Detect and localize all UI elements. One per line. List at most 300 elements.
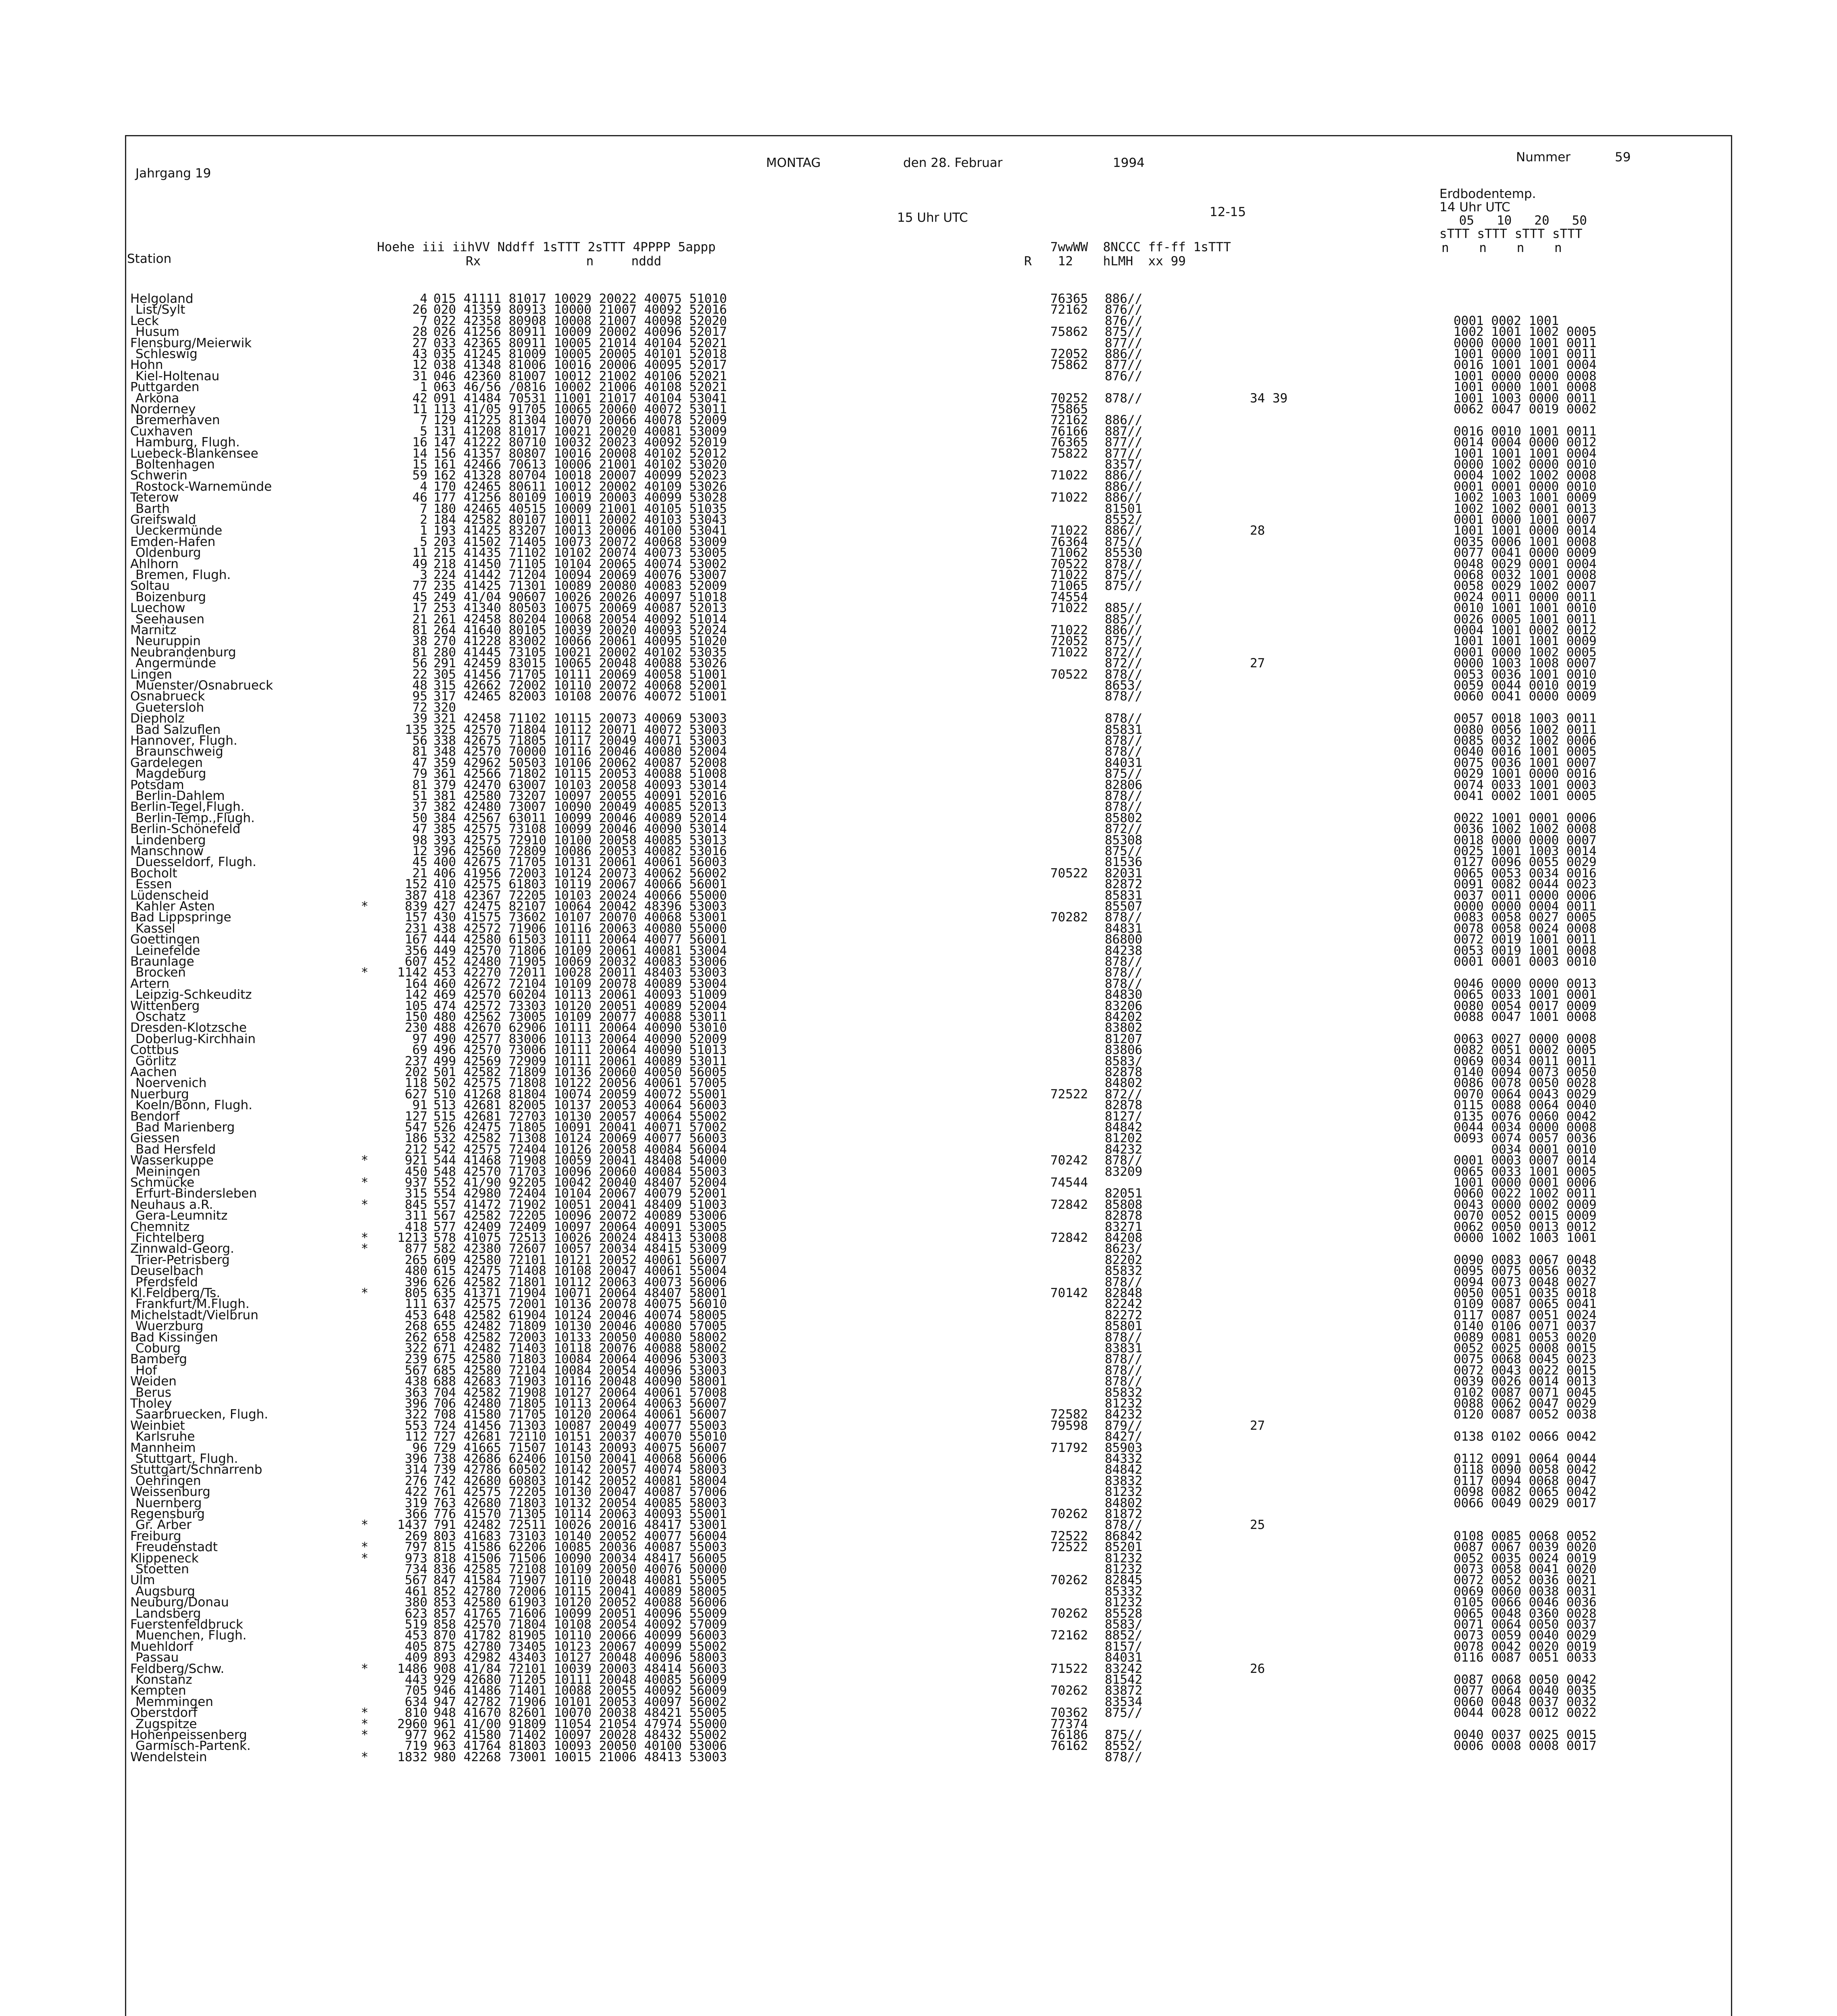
- cloud-group: 875//: [1105, 634, 1143, 649]
- soil-temps: 0077 0064 0040 0035: [1454, 1683, 1597, 1698]
- synop-groups: 548 42570 71703 10096 20060 40084 55003: [433, 1164, 727, 1179]
- cloud-group: 878//: [1105, 1275, 1143, 1289]
- cloud-group: 875//: [1105, 568, 1143, 582]
- soil-temps: 0001 0000 1002 0005: [1454, 645, 1597, 660]
- weather-group: 70142: [1050, 1286, 1088, 1300]
- weather-group: 72522: [1050, 1529, 1088, 1543]
- soil-temps: 0044 0034 0000 0008: [1454, 1120, 1597, 1135]
- station-name: Freudenstadt: [135, 1540, 218, 1555]
- soil-temps: 0060 0048 0037 0032: [1454, 1694, 1597, 1709]
- station-height: 50: [412, 810, 427, 825]
- synop-groups: 946 41486 71401 10088 20055 40092 56009: [433, 1683, 727, 1698]
- cloud-group: 82872: [1105, 877, 1143, 892]
- synop-groups: 502 42575 71808 10122 20056 40061 57005: [433, 1076, 727, 1091]
- synop-groups: 857 41765 71606 10099 20051 40096 55009: [433, 1606, 727, 1621]
- soil-temps: 0117 0087 0051 0024: [1454, 1308, 1597, 1322]
- cloud-group: 85808: [1105, 1197, 1143, 1212]
- soil-temps: 0041 0002 1001 0005: [1454, 789, 1597, 803]
- soil-temps: 0060 0041 0000 0009: [1454, 689, 1597, 704]
- soil-temps: 0088 0047 1001 0008: [1454, 1010, 1597, 1024]
- synop-groups: 249 41/04 90607 10026 20026 40097 51018: [433, 589, 727, 604]
- synop-groups: 818 41506 71506 10090 20034 48417 56005: [433, 1551, 727, 1566]
- cloud-group: 85801: [1105, 1319, 1143, 1334]
- soil-temps: 0090 0083 0067 0048: [1454, 1252, 1597, 1267]
- weather-group: 70362: [1050, 1706, 1088, 1720]
- station-height: 7: [420, 501, 427, 516]
- cloud-group: 85332: [1105, 1584, 1143, 1599]
- synop-groups: 929 42680 71205 10111 20048 40085 56009: [433, 1672, 727, 1687]
- cloud-group: 83242: [1105, 1661, 1143, 1676]
- station-height: 47: [412, 755, 427, 770]
- soil-temps: 0071 0064 0050 0037: [1454, 1617, 1597, 1632]
- soil-temps: 1001 0000 1001 0008: [1454, 380, 1597, 395]
- station-height: 977: [405, 1728, 427, 1742]
- cloud-group: 85831: [1105, 888, 1143, 903]
- station-height: 409: [405, 1650, 427, 1665]
- cloud-group: 8552/: [1105, 512, 1143, 527]
- station-name: Brocken: [135, 965, 186, 980]
- soil-temps: 0080 0056 1002 0011: [1454, 722, 1597, 737]
- soil-temps: 0062 0047 0019 0002: [1454, 402, 1597, 417]
- cloud-group: 875//: [1105, 766, 1143, 781]
- synop-groups: 582 42380 72607 10057 20034 48415 53009: [433, 1241, 727, 1256]
- station-name: Trier-Petrisberg: [135, 1252, 230, 1267]
- station-height: 31: [412, 369, 427, 383]
- station-name: Berlin-Schönefeld: [130, 822, 241, 837]
- soil-temps: 0046 0000 0000 0013: [1454, 976, 1597, 991]
- cloud-group: 85832: [1105, 1264, 1143, 1279]
- synop-groups: 361 42566 71802 10115 20053 40088 51008: [433, 766, 727, 781]
- soil-temps: 0127 0096 0055 0029: [1454, 855, 1597, 870]
- erdboden-depths: 05 10 20 50: [1452, 213, 1587, 228]
- station-name: Soltau: [130, 579, 170, 594]
- soil-temps: 0001 0001 0003 0010: [1454, 954, 1597, 969]
- synop-groups: 706 42480 71805 10113 20064 40063 56007: [433, 1396, 727, 1411]
- weather-group: 75865: [1050, 402, 1088, 417]
- station-name: Memmingen: [135, 1694, 213, 1709]
- cloud-group: 877//: [1105, 435, 1143, 450]
- synop-groups: 961 41/00 91809 11054 21054 47974 55000: [433, 1716, 727, 1731]
- soil-temps: 0034 0001 0010: [1454, 1142, 1597, 1157]
- station-name: Gardelegen: [130, 755, 203, 770]
- soil-temps: 0089 0081 0053 0020: [1454, 1330, 1597, 1345]
- synop-groups: 147 41222 80710 10032 20023 40092 52019: [433, 435, 727, 450]
- synop-groups: 184 42582 80107 10011 20002 40103 53043: [433, 512, 727, 527]
- station-height: 322: [405, 1341, 427, 1356]
- station-height: 634: [405, 1694, 427, 1709]
- cloud-group: 82806: [1105, 777, 1143, 792]
- soil-temps: 0109 0087 0065 0041: [1454, 1297, 1597, 1312]
- synop-groups: 063 46/56 /0816 10002 21006 40108 52021: [433, 380, 727, 395]
- cloud-group: 84830: [1105, 987, 1143, 1002]
- station-height: 396: [405, 1275, 427, 1289]
- cloud-group: 82878: [1105, 1208, 1143, 1223]
- station-name: Angermünde: [135, 656, 217, 671]
- col-groups: Hoehe iii iihVV Nddff 1sTTT 2sTTT 4PPPP 5appp: [377, 240, 716, 254]
- synop-groups: 325 42570 71804 10112 20071 40072 53003: [433, 722, 727, 737]
- synop-groups: 704 42582 71908 10127 20064 40061 57008: [433, 1385, 727, 1400]
- cloud-group: 85802: [1105, 810, 1143, 825]
- weather-group: 76365: [1050, 435, 1088, 450]
- station-height: 81: [412, 744, 427, 759]
- station-height: 47: [412, 822, 427, 837]
- table-row: [0, 404, 1837, 415]
- cloud-group: 878//: [1105, 744, 1143, 759]
- station-name: Muehldorf: [130, 1639, 194, 1654]
- weather-group: 76166: [1050, 424, 1088, 439]
- station-height: 2: [420, 512, 427, 527]
- station-height: 167: [405, 932, 427, 947]
- cloud-group: 83271: [1105, 1219, 1143, 1234]
- station-name: Giessen: [130, 1131, 180, 1146]
- station-height: 314: [405, 1462, 427, 1477]
- table-row: [0, 1652, 1837, 1663]
- soil-temps: 0016 0010 1001 0011: [1454, 424, 1597, 439]
- station-height: 450: [405, 1164, 427, 1179]
- synop-groups: 708 41580 71705 10120 20064 40061 56007: [433, 1407, 727, 1422]
- soil-temps: 0029 1001 0000 0016: [1454, 766, 1597, 781]
- soil-temps: 0108 0085 0068 0052: [1454, 1529, 1597, 1543]
- weather-group: 70262: [1050, 1507, 1088, 1521]
- synop-groups: 554 42980 72404 10104 20067 40079 52001: [433, 1186, 727, 1201]
- cloud-group: 8623/: [1105, 1241, 1143, 1256]
- cloud-group: 878//: [1105, 1330, 1143, 1345]
- soil-temps: 0140 0106 0071 0037: [1454, 1319, 1597, 1334]
- station-height: 734: [405, 1562, 427, 1577]
- cloud-group: 878//: [1105, 1363, 1143, 1378]
- station-name: Weiden: [130, 1374, 177, 1389]
- synop-groups: 870 41782 81905 10110 20066 40099 56003: [433, 1628, 727, 1643]
- cloud-group: 878//: [1105, 711, 1143, 726]
- weather-group: 76364: [1050, 534, 1088, 549]
- cloud-group: 8427/: [1105, 1429, 1143, 1444]
- soil-temps: 0120 0087 0052 0038: [1454, 1407, 1597, 1422]
- synop-groups: 858 42570 71804 10108 20054 40092 57009: [433, 1617, 727, 1632]
- table-row: [0, 1409, 1837, 1420]
- soil-temps: 0083 0058 0027 0005: [1454, 910, 1597, 925]
- station-name: Pferdsfeld: [135, 1275, 198, 1289]
- station-name: Weinbiet: [130, 1418, 185, 1433]
- station-name: Saarbruecken, Flugh.: [135, 1407, 269, 1422]
- station-name: Mannheim: [130, 1440, 196, 1455]
- soil-temps: 0062 0050 0013 0012: [1454, 1219, 1597, 1234]
- station-name: Stuttgart, Flugh.: [135, 1452, 238, 1466]
- synop-groups: 557 41472 71902 10051 20041 48409 51003: [433, 1197, 727, 1212]
- cloud-group: 86842: [1105, 1529, 1143, 1543]
- synop-groups: 609 42580 72101 10121 20052 40061 56007: [433, 1252, 727, 1267]
- station-height: 839: [405, 899, 427, 914]
- weather-group: 75822: [1050, 446, 1088, 461]
- weather-group: 70262: [1050, 1573, 1088, 1588]
- col-ww: 7wwWW 8NCCC ff-ff 1sTTT: [1050, 240, 1231, 254]
- cloud-group: 876//: [1105, 369, 1143, 383]
- station-name: Cottbus: [130, 1043, 179, 1058]
- station-name: Ulm: [130, 1573, 155, 1588]
- soil-temps: 1002 1002 0001 0013: [1454, 501, 1597, 516]
- station-name: Wuerzburg: [135, 1319, 204, 1334]
- synop-groups: 542 42575 72404 10126 20058 40084 56004: [433, 1142, 727, 1157]
- cloud-group: 878//: [1105, 391, 1143, 406]
- weekday: MONTAG: [766, 156, 821, 170]
- soil-temps: 0082 0051 0002 0005: [1454, 1043, 1597, 1058]
- soil-temps: 1001 1001 0000 0014: [1454, 523, 1597, 538]
- synop-groups: 501 42582 71809 10136 20060 40050 56005: [433, 1065, 727, 1079]
- station-height: 212: [405, 1142, 427, 1157]
- mountain-marker: *: [361, 1551, 369, 1566]
- station-name: Regensburg: [130, 1507, 205, 1521]
- cloud-group: 81232: [1105, 1485, 1143, 1500]
- synop-groups: 544 41468 71908 10059 20041 48408 54000: [433, 1153, 727, 1168]
- station-name: Bocholt: [130, 866, 177, 881]
- table-row: [0, 1012, 1837, 1023]
- cloud-group: 886//: [1105, 413, 1143, 428]
- station-height: 11: [412, 402, 427, 417]
- soil-temps: 0004 1001 0002 0012: [1454, 623, 1597, 637]
- soil-temps: 1001 1003 0000 0011: [1454, 391, 1597, 406]
- station-name: Neuburg/Donau: [130, 1595, 229, 1610]
- synop-groups: 453 42270 72011 10028 20011 48403 53003: [433, 965, 727, 980]
- station-name: Lüdenscheid: [130, 888, 209, 903]
- station-height: 3: [420, 568, 427, 582]
- station-height: 1142: [397, 965, 427, 980]
- cloud-group: 886//: [1105, 623, 1143, 637]
- station-height: 239: [405, 1352, 427, 1367]
- weather-group: 72162: [1050, 302, 1088, 317]
- synop-groups: 348 42570 70000 10116 20046 40080 52004: [433, 744, 727, 759]
- soil-temps: 0001 0001 0000 0010: [1454, 479, 1597, 494]
- mountain-marker: *: [361, 1153, 369, 1168]
- station-name: Dresden-Klotzsche: [130, 1020, 247, 1035]
- station-name: Boizenburg: [135, 589, 206, 604]
- weather-group: 71065: [1050, 579, 1088, 594]
- station-name: List/Sylt: [135, 302, 185, 317]
- cloud-group: 886//: [1105, 490, 1143, 505]
- station-height: 422: [405, 1485, 427, 1500]
- station-name: Michelstadt/Vielbrun: [130, 1308, 258, 1322]
- synop-groups: 742 42680 60803 10142 20052 40081 58004: [433, 1473, 727, 1488]
- station-name: Nuerburg: [130, 1087, 189, 1102]
- synop-groups: 162 41328 80704 10018 20007 40099 52023: [433, 468, 727, 483]
- cloud-group: 83872: [1105, 1683, 1143, 1698]
- station-name: Bremen, Flugh.: [135, 568, 231, 582]
- cloud-group: 85831: [1105, 722, 1143, 737]
- station-name: Kassel: [135, 921, 175, 936]
- synop-groups: 270 41228 83002 10066 20061 40095 51020: [433, 634, 727, 649]
- soil-temps: 1001 1001 1001 0009: [1454, 634, 1597, 649]
- synop-groups: 635 41371 71904 10071 20064 48407 58001: [433, 1286, 727, 1300]
- table-row: [0, 1431, 1837, 1442]
- cloud-group: 8357/: [1105, 457, 1143, 472]
- synop-groups: 224 41442 71204 10094 20069 40076 53007: [433, 568, 727, 582]
- station-name: Kempten: [130, 1683, 186, 1698]
- soil-temps: 0001 0003 0007 0014: [1454, 1153, 1597, 1168]
- weather-group: 72842: [1050, 1231, 1088, 1245]
- weather-group: 72162: [1050, 413, 1088, 428]
- cloud-group: 82031: [1105, 866, 1143, 881]
- table-row: [0, 1749, 1837, 1764]
- weather-group: 70282: [1050, 910, 1088, 925]
- weather-group: 70242: [1050, 1153, 1088, 1168]
- mountain-marker: *: [361, 1661, 369, 1676]
- cloud-group: 876//: [1105, 302, 1143, 317]
- weather-group: 79598: [1050, 1418, 1088, 1433]
- station-name: Schwerin: [130, 468, 187, 483]
- table-row: [0, 1495, 1837, 1510]
- station-height: 48: [412, 678, 427, 693]
- synop-groups: 847 41584 71907 10110 20048 40081 55005: [433, 1573, 727, 1588]
- soil-temps: 0057 0018 1003 0011: [1454, 711, 1597, 726]
- station-height: 43: [412, 347, 427, 361]
- station-name: Oberstdorf: [130, 1706, 198, 1720]
- erdboden-title: Erdbodentemp.: [1439, 187, 1536, 201]
- cloud-group: 81232: [1105, 1396, 1143, 1411]
- station-height: 607: [405, 954, 427, 969]
- station-height: 77: [412, 579, 427, 594]
- synop-groups: 359 42962 50503 10106 20062 40087 52008: [433, 755, 727, 770]
- soil-temps: 1001 0000 0000 0008: [1454, 369, 1597, 383]
- station-height: 396: [405, 1452, 427, 1466]
- soil-temps: 0025 1001 1003 0014: [1454, 844, 1597, 858]
- station-name: Kahler Asten: [135, 899, 215, 914]
- station-name: Seehausen: [135, 612, 204, 627]
- station-name: Aachen: [130, 1065, 177, 1079]
- weather-group: 70252: [1050, 391, 1088, 406]
- cloud-group: 83802: [1105, 1020, 1143, 1035]
- soil-temps: 0000 1003 1008 0007: [1454, 656, 1597, 671]
- weather-group: 70522: [1050, 866, 1088, 881]
- col-r: R: [1024, 254, 1032, 269]
- synop-groups: 469 42570 60204 10113 20061 40093 51009: [433, 987, 727, 1002]
- synop-groups: 962 41580 71402 10097 20028 48432 55002: [433, 1728, 727, 1742]
- cloud-group: 877//: [1105, 446, 1143, 461]
- synop-groups: 626 42582 71801 10112 20063 40073 56006: [433, 1275, 727, 1289]
- cloud-group: 879//: [1105, 1418, 1143, 1433]
- cloud-group: 84232: [1105, 1142, 1143, 1157]
- soil-temps: 0065 0033 1001 0005: [1454, 1164, 1597, 1179]
- synop-groups: 452 42480 71905 10069 20032 40083 53006: [433, 954, 727, 969]
- cloud-group: 81536: [1105, 855, 1143, 870]
- synop-groups: 578 41075 72513 10026 20024 48413 53008: [433, 1231, 727, 1245]
- cloud-group: 878//: [1105, 1518, 1143, 1533]
- station-name: Feldberg/Schw.: [130, 1661, 225, 1676]
- weather-group: 71022: [1050, 645, 1088, 660]
- synop-groups: 038 41348 81006 10016 20006 40095 52017: [433, 358, 727, 373]
- weather-group: 71062: [1050, 546, 1088, 560]
- cloud-group: 86800: [1105, 932, 1143, 947]
- synop-groups: 724 41456 71303 10087 20049 40077 55003: [433, 1418, 727, 1433]
- weather-group: 75862: [1050, 358, 1088, 373]
- station-height: 4: [420, 292, 427, 306]
- station-name: Berlin-Temp.,Flugh.: [135, 810, 255, 825]
- station-name: Braunschweig: [135, 744, 223, 759]
- cloud-group: 85507: [1105, 899, 1143, 914]
- synop-groups: 567 42582 72205 10096 20072 40089 53006: [433, 1208, 727, 1223]
- erdboden-time: 14 Uhr UTC: [1439, 200, 1510, 215]
- soil-temps: 0000 1002 1003 1001: [1454, 1231, 1597, 1245]
- soil-temps: 0075 0036 1001 0007: [1454, 755, 1597, 770]
- weather-group: 74544: [1050, 1175, 1088, 1190]
- table-row: [0, 304, 1837, 315]
- synop-groups: 763 42680 71803 10132 20054 40085 58003: [433, 1495, 727, 1510]
- cloud-group: 876//: [1105, 313, 1143, 328]
- cloud-group: 877//: [1105, 335, 1143, 350]
- station-name: Potsdam: [130, 777, 184, 792]
- station-height: 4: [420, 479, 427, 494]
- station-height: 81: [412, 623, 427, 637]
- weather-group: 72842: [1050, 1197, 1088, 1212]
- station-name: Bamberg: [130, 1352, 187, 1367]
- station-name: Landsberg: [135, 1606, 201, 1621]
- station-name: Husum: [135, 325, 179, 339]
- soil-temps: 0000 0000 0004 0011: [1454, 899, 1597, 914]
- station-height: 363: [405, 1385, 427, 1400]
- soil-temps: 0102 0087 0071 0045: [1454, 1385, 1597, 1400]
- cloud-group: 82242: [1105, 1297, 1143, 1312]
- station-height: 59: [412, 468, 427, 483]
- synop-groups: 156 41357 80807 10016 20008 40102 52012: [433, 446, 727, 461]
- soil-temps: 0006 0008 0008 0017: [1454, 1739, 1597, 1754]
- cloud-group: 85528: [1105, 1606, 1143, 1621]
- station-height: 17: [412, 601, 427, 616]
- synop-groups: 499 42569 72909 10111 20061 40089 53011: [433, 1054, 727, 1068]
- station-height: 22: [412, 667, 427, 682]
- cloud-group: 81202: [1105, 1131, 1143, 1146]
- weather-group: 72582: [1050, 1407, 1088, 1422]
- cloud-group: 886//: [1105, 347, 1143, 361]
- station-name: Lindenberg: [135, 833, 206, 848]
- station-name: Luechow: [130, 601, 185, 616]
- station-height: 127: [405, 1109, 427, 1124]
- synop-groups: 264 41640 80105 10039 20020 40093 52024: [433, 623, 727, 637]
- station-height: 973: [405, 1551, 427, 1566]
- cloud-group: 84802: [1105, 1495, 1143, 1510]
- synop-groups: 113 41/05 91705 10065 20060 40072 53011: [433, 402, 727, 417]
- cloud-group: 84831: [1105, 921, 1143, 936]
- station-height: 805: [405, 1286, 427, 1300]
- cloud-group: 886//: [1105, 468, 1143, 483]
- station-height: 96: [412, 1440, 427, 1455]
- nummer-value: 59: [1615, 150, 1631, 165]
- synop-groups: 427 42475 82107 10064 20042 48396 53003: [433, 899, 727, 914]
- soil-temps: 0073 0058 0041 0020: [1454, 1562, 1597, 1577]
- synop-groups: 688 42683 71903 10116 20048 40090 58001: [433, 1374, 727, 1389]
- station-name: Luebeck-Blankensee: [130, 446, 258, 461]
- station-height: 1: [420, 380, 427, 395]
- synop-groups: 526 42475 71805 10091 20041 40071 57002: [433, 1120, 727, 1135]
- station-height: 12: [412, 358, 427, 373]
- soil-temps: 0088 0062 0047 0029: [1454, 1396, 1597, 1411]
- soil-temps: 0037 0011 0000 0006: [1454, 888, 1597, 903]
- station-height: 69: [412, 1043, 427, 1058]
- station-name: Neuhaus a.R.: [130, 1197, 213, 1212]
- weather-group: 72522: [1050, 1087, 1088, 1102]
- synop-groups: 515 42681 72703 10130 20057 40064 55002: [433, 1109, 727, 1124]
- synop-groups: 129 41225 81304 10070 20066 40078 52009: [433, 413, 727, 428]
- soil-temps: 0066 0049 0029 0017: [1454, 1495, 1597, 1510]
- station-height: 56: [412, 733, 427, 748]
- soil-temps: 0070 0064 0043 0029: [1454, 1087, 1597, 1102]
- soil-temps: 0116 0087 0051 0033: [1454, 1650, 1597, 1665]
- cloud-group: 878//: [1105, 976, 1143, 991]
- synop-groups: 552 41/90 92205 10042 20040 48407 52004: [433, 1175, 727, 1190]
- cloud-group: 81542: [1105, 1672, 1143, 1687]
- extra-groups: 34 39: [1250, 391, 1288, 406]
- cloud-group: 84031: [1105, 1650, 1143, 1665]
- soil-temps: 0087 0068 0050 0042: [1454, 1672, 1597, 1687]
- cloud-group: 81872: [1105, 1507, 1143, 1521]
- cloud-group: 83806: [1105, 1043, 1143, 1058]
- station-height: 396: [405, 1396, 427, 1411]
